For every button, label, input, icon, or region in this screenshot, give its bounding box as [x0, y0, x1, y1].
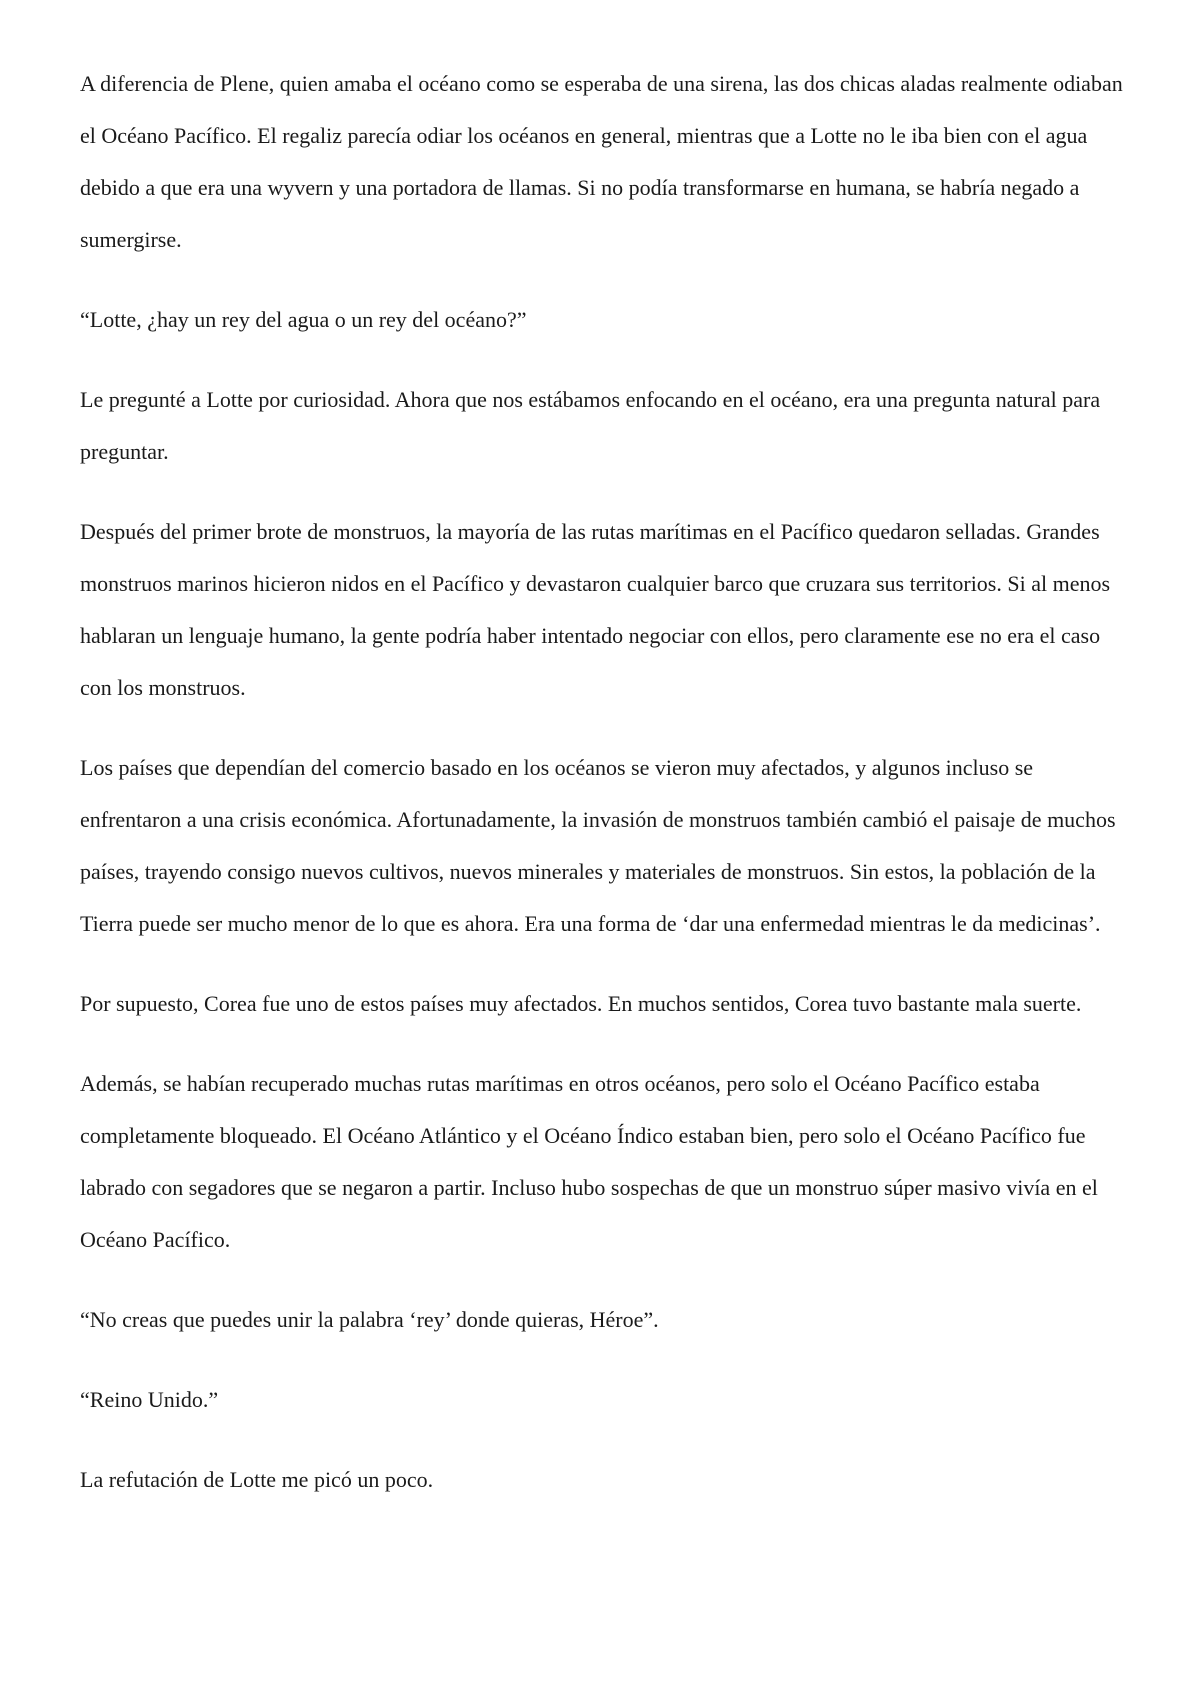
- paragraph: Además, se habían recuperado muchas rutas marítimas en otros océanos, pero solo el Océano Pacífico estaba completamente bloqueado. El Océano Atlántico y el Océano Índico estaban bien, pero solo el Océano Pacífico fue labrado con segadores que se negaron a partir. Incluso hubo sospechas de que un monstruo súper masivo vivía en el Océano Pacífico.: [80, 1071, 1098, 1252]
- paragraph: Le pregunté a Lotte por curiosidad. Ahora que nos estábamos enfocando en el océano, era una pregunta natural para preguntar.: [80, 387, 1101, 464]
- paragraph: “No creas que puedes unir la palabra ‘rey’ donde quieras, Héroe”.: [80, 1307, 659, 1332]
- paragraph: La refutación de Lotte me picó un poco.: [80, 1467, 434, 1492]
- paragraph: Después del primer brote de monstruos, la mayoría de las rutas marítimas en el Pacífico quedaron selladas. Grandes monstruos marinos hicieron nidos en el Pacífico y devastaron cualquier barco que cruzara sus territorios. Si al menos hablaran un lenguaje humano, la gente podría haber intentado negociar con ellos, pero claramente ese no era el caso con los monstruos.: [80, 519, 1111, 700]
- document-page: [80, 58, 1126, 1534]
- paragraph: “Reino Unido.”: [80, 1387, 219, 1412]
- paragraph: “Lotte, ¿hay un rey del agua o un rey del océano?”: [80, 307, 527, 332]
- paragraph: Por supuesto, Corea fue uno de estos países muy afectados. En muchos sentidos, Corea tuvo bastante mala suerte.: [80, 991, 1082, 1016]
- paragraph: A diferencia de Plene, quien amaba el océano como se esperaba de una sirena, las dos chicas aladas realmente odiaban el Océano Pacífico. El regaliz parecía odiar los océanos en general, mientras que a Lotte no le iba bien con el agua debido a que era una wyvern y una portadora de llamas. Si no podía transformarse en humana, se habría negado a sumergirse.: [80, 71, 1123, 252]
- paragraph: Los países que dependían del comercio basado en los océanos se vieron muy afectados, y algunos incluso se enfrentaron a una crisis económica. Afortunadamente, la invasión de monstruos también cambió el paisaje de muchos países, trayendo consigo nuevos cultivos, nuevos minerales y materiales de monstruos. Sin estos, la población de la Tierra puede ser mucho menor de lo que es ahora. Era una forma de ‘dar una enfermedad mientras le da medicinas’.: [80, 755, 1116, 936]
